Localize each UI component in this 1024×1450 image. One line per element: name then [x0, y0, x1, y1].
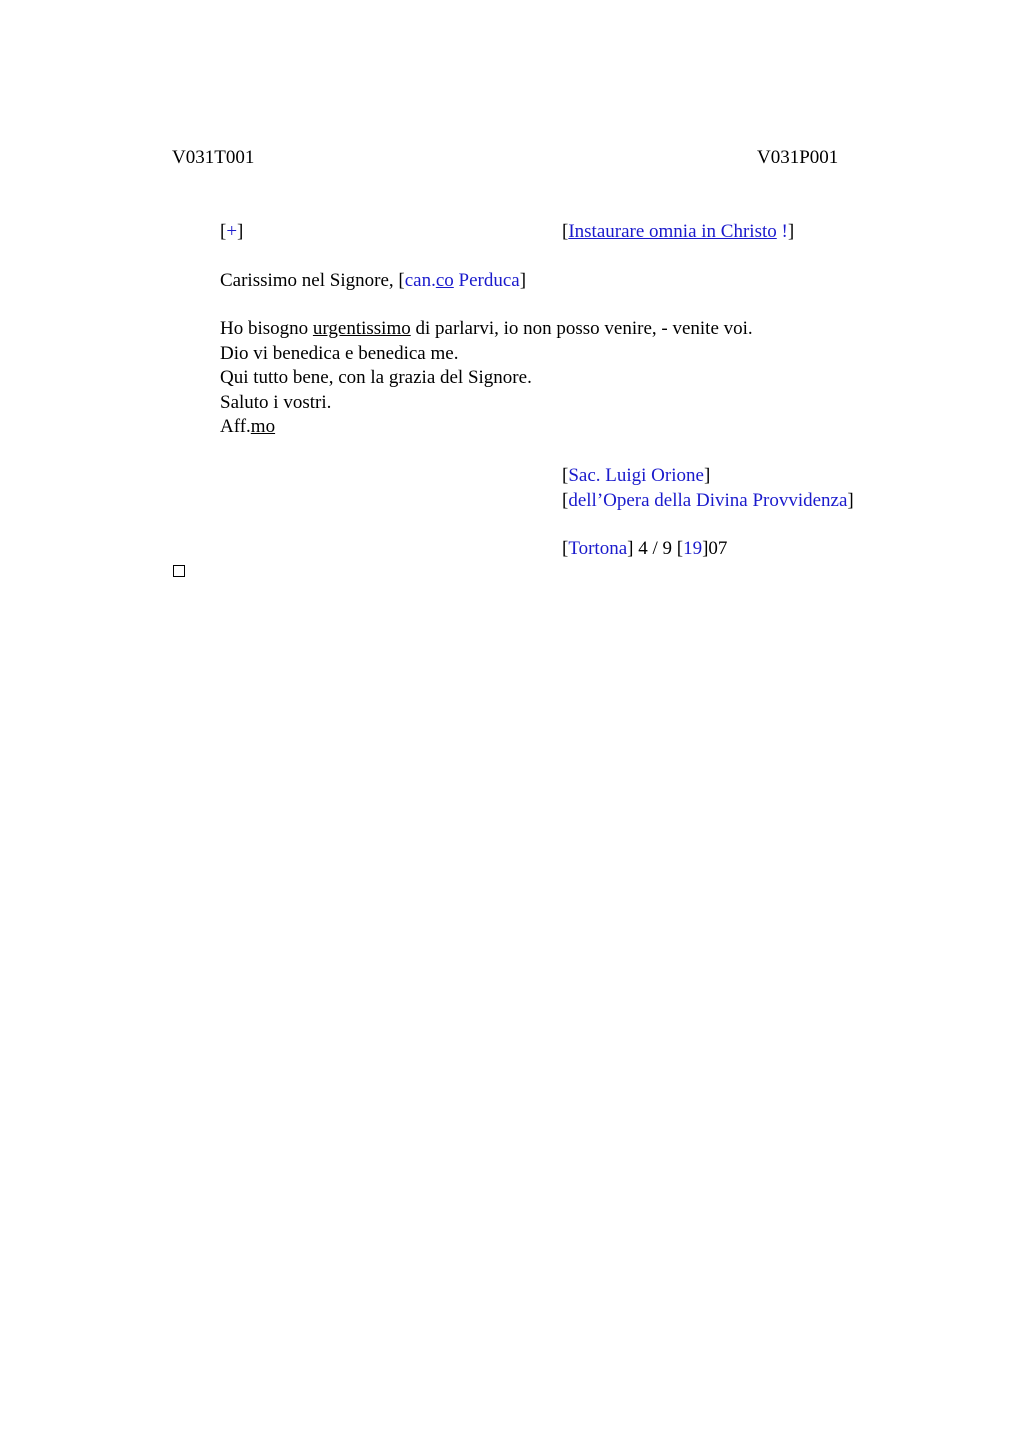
document-code-left: V031T001: [172, 147, 255, 168]
body-line-1-start: Ho bisogno: [220, 318, 313, 339]
signature-organization-line: [dell’Opera della Divina Provvidenza]: [562, 490, 854, 511]
salutation-text: Carissimo nel Signore,: [220, 270, 399, 291]
dateline-century: 19: [683, 538, 703, 559]
document-code-right: V031P001: [757, 147, 839, 168]
recipient-title-prefix: can.: [404, 270, 436, 291]
dateline: [Tortona] 4 / 9 [19]07: [562, 538, 728, 559]
square-outline-icon: [173, 565, 185, 577]
closing-suffix: mo: [250, 416, 276, 437]
recipient-name: Perduca: [453, 270, 520, 291]
motto-line: [Instaurare omnia in Christo !]: [562, 221, 795, 242]
closing-prefix: Aff.: [220, 416, 251, 437]
signature-name: Sac. Luigi Orione: [568, 465, 704, 486]
salutation-line: Carissimo nel Signore, [can.co Perduca]: [220, 270, 527, 291]
dateline-day-month: 4 / 9: [633, 538, 677, 559]
body-line-1-end: di parlarvi, io non posso venire, - venite voi.: [410, 318, 753, 339]
motto-exclamation: !: [776, 221, 788, 242]
emphasized-word: urgentissimo: [312, 318, 411, 339]
body-line-4: Saluto i vostri.: [220, 392, 332, 413]
signature-name-line: [Sac. Luigi Orione]: [562, 465, 711, 486]
cross-symbol: +: [226, 221, 238, 242]
recipient-title-suffix: co: [435, 270, 454, 291]
cross-line: [+]: [220, 221, 244, 242]
signature-organization: dell’Opera della Divina Provvidenza: [568, 490, 848, 511]
body-line-1: [220, 317, 753, 341]
closing-line: [220, 415, 275, 439]
motto-text: Instaurare omnia in Christo: [568, 221, 777, 242]
body-line-2: Dio vi benedica e benedica me.: [220, 343, 459, 364]
dateline-year: 07: [708, 538, 728, 559]
body-line-3: Qui tutto bene, con la grazia del Signore.: [220, 367, 532, 388]
dateline-place: Tortona: [568, 538, 628, 559]
